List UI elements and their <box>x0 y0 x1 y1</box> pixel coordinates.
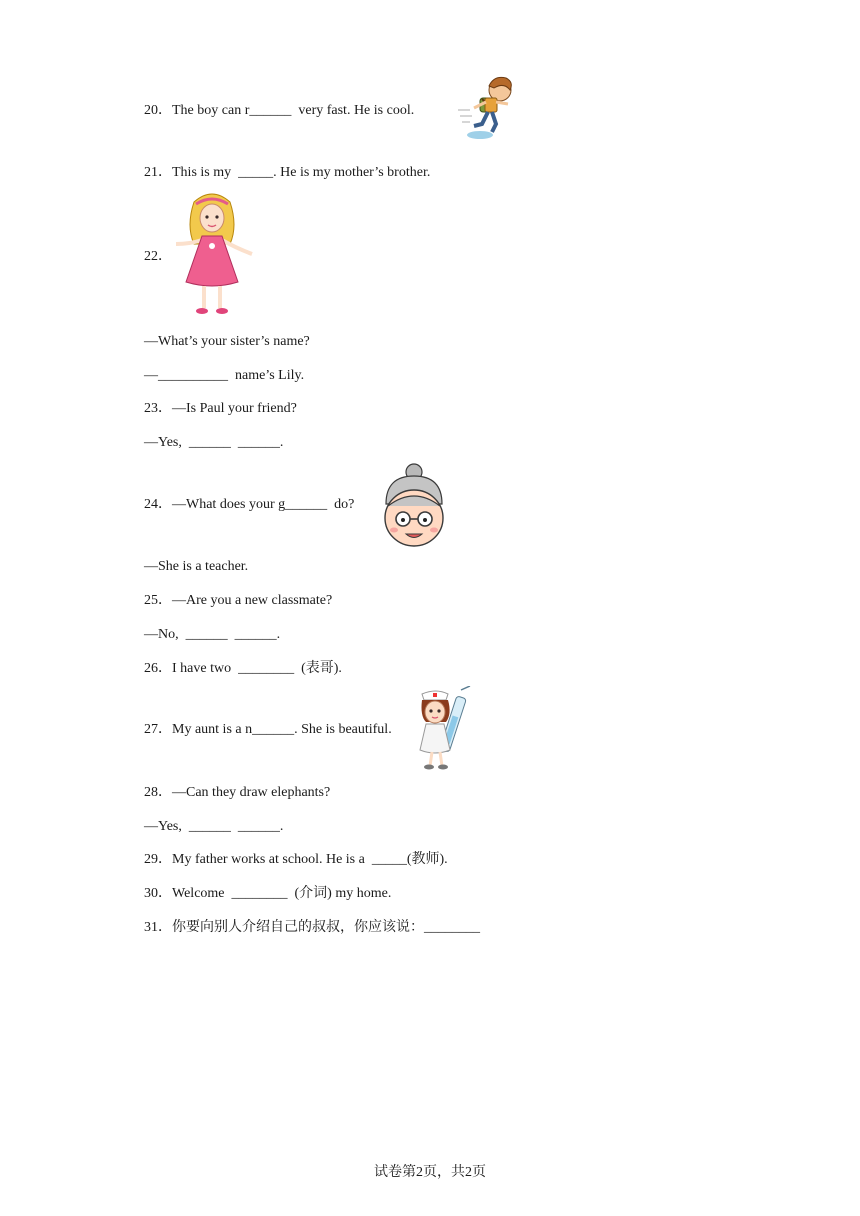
question-26: 26．I have two ________ (表哥). <box>144 661 342 676</box>
girl-in-pink-dress-illustration <box>172 190 256 322</box>
question-31: 31．你要向别人介绍自己的叔叔，你应该说：________ <box>144 920 480 935</box>
question-24-answer: —She is a teacher. <box>144 559 249 574</box>
question-25: 25．—Are you a new classmate? <box>144 593 333 608</box>
nurse-with-syringe-illustration <box>414 686 476 772</box>
question-23: 23．—Is Paul your friend? <box>144 401 297 416</box>
question-24: 24．—What does your g______ do? <box>144 497 355 512</box>
question-21: 21．This is my _____. He is my mother’s brother. <box>144 165 431 180</box>
question-22: 22． <box>144 249 172 264</box>
question-25-answer-line: —No, ______ ______. <box>144 627 281 642</box>
question-28-answer-line: —Yes, ______ ______. <box>144 819 284 834</box>
question-20: 20．The boy can r______ very fast. He is cool. <box>144 103 415 118</box>
question-30: 30．Welcome ________ (介词) my home. <box>144 886 392 901</box>
question-27: 27．My aunt is a n______. She is beautiful. <box>144 722 392 737</box>
page-footer: 试卷第2页，共2页 <box>374 1165 486 1180</box>
question-23-answer-line: —Yes, ______ ______. <box>144 435 284 450</box>
question-28: 28．—Can they draw elephants? <box>144 785 331 800</box>
grandmother-face-illustration <box>378 462 448 550</box>
question-22-answer-line: —__________ name’s Lily. <box>144 368 305 383</box>
running-boy-illustration <box>456 74 518 142</box>
question-29: 29．My father works at school. He is a _____(教师). <box>144 852 448 867</box>
question-22-prompt: —What’s your sister’s name? <box>144 334 310 349</box>
